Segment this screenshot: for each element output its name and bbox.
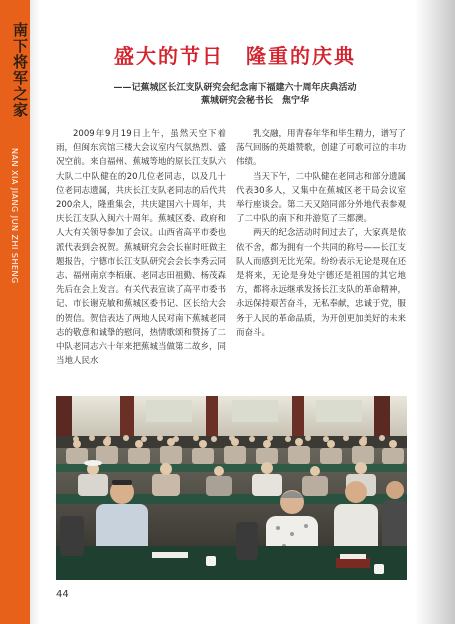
paragraph: 当天下午，二中队健在老同志和部分遗属代表30多人，又集中在蕉城区老干局会议室举行座谈会。第二天又陪同部分外地代表参观了二中队的南下和并游览了三都澳。 bbox=[236, 171, 407, 225]
meeting-photo-illustration bbox=[56, 396, 407, 580]
article-column-left bbox=[56, 127, 226, 368]
column-pinyin-label: NAN XIA JIANG JUN ZHI SHENG bbox=[10, 148, 19, 284]
paragraph: 2009年9月19日上午，虽然天空下着雨，但闽东宾馆三楼大会议室内气氛热烈、盛况空前。来自福州、蕉城等地的原长江支队六大队二中队健在的20几位老同志，以及几十位老同志遗属，共庆长江支队老同志的后代共200余人，隆重集会，共庆建国六十周年，共庆长江支队入闽六十周年。蕉城区委、政府和人大有关领导参加了会议。山西省高平市委也派代表到会祝贺。蕉城研究会会长崔时旺做主题报告，宁德市长江支队研究会会长李秀云同志、福州南京李栢康、老同志田祖勤、杨茂森先后在会上发言。有关代表宣读了高平市委书记、市长谢克敏和蕉城区委书记、区长给大会的贺信。贺信表达了两地人民对南下蕉城老同志的敬意和诚挚的慰问，热情歌颂和赞扬了二中队老同志六十年来把蕉城当做第二故乡，同当地人民水 bbox=[56, 129, 227, 367]
article-title: 盛大的节日 隆重的庆典 bbox=[114, 44, 356, 68]
article-subtitle bbox=[40, 82, 430, 108]
meeting-photo bbox=[56, 396, 407, 580]
paragraph: 乳交融，用青春年华和毕生精力，谱写了荡气回肠的英雄赞歌，创建了可歌可泣的丰功伟绩。 bbox=[236, 129, 407, 168]
page-number: 44 bbox=[56, 589, 69, 600]
column-calligraphy-logo: 南下将军之家 bbox=[11, 22, 29, 118]
paragraph: 两天的纪念活动时间过去了，大家真是依依不舍，都为拥有一个共同的称号——长江支队人而感到无比光荣。纷纷表示无论是现在还是将来，无论是身处宁德还是祖国的其它地方，都将永远继承发扬长江支队的革命精神，永远保持艰苦奋斗，无私奉献，忠诚于党，服务于人民的革命品质，为开创更加美好的未来而奋斗。 bbox=[236, 228, 407, 338]
author-line: 蕉城研究会秘书长 焦宁华 bbox=[200, 96, 309, 106]
article-column-right bbox=[236, 127, 406, 340]
spine-shadow bbox=[30, 0, 40, 624]
subtitle-line: ——记蕉城区长江支队研究会纪念南下福建六十周年庆典活动 bbox=[113, 83, 357, 93]
